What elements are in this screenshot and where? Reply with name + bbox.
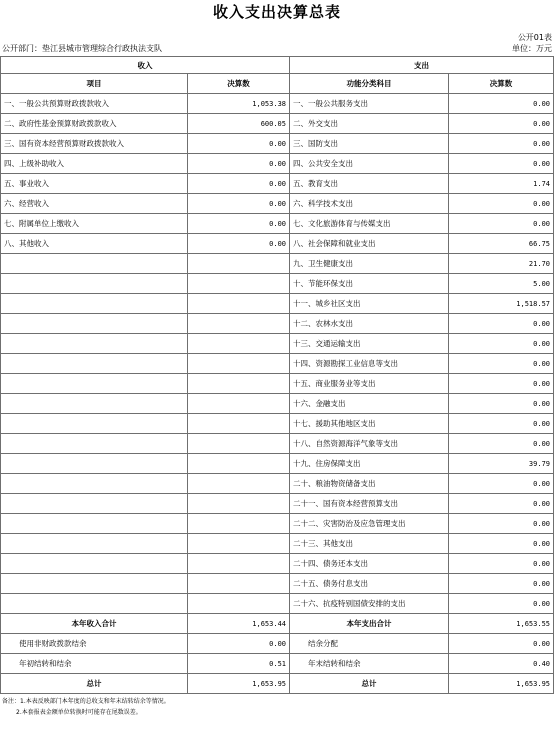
table-row (1, 94, 554, 114)
income-value-cell (188, 494, 290, 514)
expense-item-cell: 八、社会保障和就业支出 (290, 234, 449, 254)
expense-item-cell: 六、科学技术支出 (290, 194, 449, 214)
table-row (1, 454, 554, 474)
expense-item-cell: 二、外交支出 (290, 114, 449, 134)
income-item-cell: 七、附属单位上缴收入 (1, 214, 188, 234)
expense-item-cell: 四、公共安全支出 (290, 154, 449, 174)
expense-value-cell: 0.00 (449, 554, 554, 574)
table-row (1, 594, 554, 614)
income-value-cell (188, 254, 290, 274)
expense-item-cell: 二十四、债务还本支出 (290, 554, 449, 574)
income-value-cell (188, 454, 290, 474)
income-item-cell (1, 474, 188, 494)
table-row (1, 414, 554, 434)
table-row (1, 314, 554, 334)
income-item-cell: 一、一般公共预算财政拨款收入 (1, 94, 188, 114)
table-row (1, 394, 554, 414)
income-value-cell (188, 294, 290, 314)
expense-value-cell: 0.00 (449, 114, 554, 134)
budget-summary-table (0, 56, 554, 694)
income-item-cell: 六、经营收入 (1, 194, 188, 214)
income-value-cell (188, 534, 290, 554)
expense-value-cell: 0.00 (449, 214, 554, 234)
table-row (1, 234, 554, 254)
table-row (1, 374, 554, 394)
expense-item-cell: 二十二、灾害防治及应急管理支出 (290, 514, 449, 534)
table-row (1, 514, 554, 534)
expense-value-cell: 0.00 (449, 474, 554, 494)
income-value-cell (188, 334, 290, 354)
expense-item-cell: 总计 (290, 674, 449, 694)
expense-item-cell: 十一、城乡社区支出 (290, 294, 449, 314)
expense-item-cell: 十二、农林水支出 (290, 314, 449, 334)
income-value-cell: 0.00 (188, 134, 290, 154)
income-value-cell: 0.00 (188, 214, 290, 234)
income-item-cell (1, 394, 188, 414)
income-item-cell: 二、政府性基金预算财政拨款收入 (1, 114, 188, 134)
section-header-row (1, 57, 554, 74)
income-value-cell (188, 434, 290, 454)
income-item-cell (1, 514, 188, 534)
income-value-cell: 1,653.44 (188, 614, 290, 634)
expense-value-cell: 0.00 (449, 434, 554, 454)
expense-value-cell: 0.00 (449, 94, 554, 114)
expense-item-cell: 十八、自然资源海洋气象等支出 (290, 434, 449, 454)
income-value-cell (188, 474, 290, 494)
expense-item-cell: 一、一般公共服务支出 (290, 94, 449, 114)
footnote-2: 2.本套报表金额单位转换时可能存在尾数误差。 (16, 709, 142, 716)
expense-item-cell: 九、卫生健康支出 (290, 254, 449, 274)
table-row (1, 114, 554, 134)
income-item-cell (1, 254, 188, 274)
expense-value-cell: 1,653.95 (449, 674, 554, 694)
income-value-cell: 600.05 (188, 114, 290, 134)
expense-value-cell: 1.74 (449, 174, 554, 194)
col-header-income-value: 决算数 (188, 74, 290, 94)
col-header-income-item: 项目 (1, 74, 188, 94)
income-value-cell (188, 374, 290, 394)
expense-value-cell: 0.00 (449, 154, 554, 174)
expense-value-cell: 0.00 (449, 394, 554, 414)
income-value-cell (188, 414, 290, 434)
expense-item-cell: 十四、资源勘探工业信息等支出 (290, 354, 449, 374)
table-row (1, 674, 554, 694)
expense-value-cell: 0.00 (449, 594, 554, 614)
expense-item-cell: 五、教育支出 (290, 174, 449, 194)
expense-value-cell: 0.00 (449, 414, 554, 434)
income-value-cell: 0.00 (188, 234, 290, 254)
table-row (1, 214, 554, 234)
expense-item-cell: 二十五、债务付息支出 (290, 574, 449, 594)
expense-item-cell: 二十、粮油物资储备支出 (290, 474, 449, 494)
income-item-cell (1, 274, 188, 294)
income-item-cell (1, 294, 188, 314)
footnote-1: 备注：1.本表反映部门本年度的总收支和年末结转结余等情况。 (2, 698, 170, 705)
expense-value-cell: 0.00 (449, 494, 554, 514)
footnotes (2, 696, 170, 718)
income-item-cell: 八、其他收入 (1, 234, 188, 254)
income-item-cell (1, 594, 188, 614)
expense-value-cell: 0.00 (449, 134, 554, 154)
expense-value-cell: 0.00 (449, 574, 554, 594)
income-value-cell (188, 574, 290, 594)
income-item-cell (1, 354, 188, 374)
section-income-header: 收入 (1, 57, 290, 74)
income-value-cell (188, 274, 290, 294)
expense-item-cell: 十九、住房保障支出 (290, 454, 449, 474)
expense-item-cell: 二十六、抗疫特别国债安排的支出 (290, 594, 449, 614)
income-value-cell (188, 394, 290, 414)
expense-value-cell: 1,653.55 (449, 614, 554, 634)
expense-value-cell: 0.00 (449, 334, 554, 354)
expense-value-cell: 0.00 (449, 314, 554, 334)
income-item-cell (1, 434, 188, 454)
table-row (1, 574, 554, 594)
department-label: 公开部门：垫江县城市管理综合行政执法支队 (2, 44, 162, 53)
expense-item-cell: 二十三、其他支出 (290, 534, 449, 554)
income-value-cell: 1,653.95 (188, 674, 290, 694)
income-item-cell: 四、上级补助收入 (1, 154, 188, 174)
table-row (1, 134, 554, 154)
expense-value-cell: 0.00 (449, 354, 554, 374)
table-row (1, 294, 554, 314)
expense-item-cell: 十六、金融支出 (290, 394, 449, 414)
income-value-cell: 0.00 (188, 154, 290, 174)
table-row (1, 494, 554, 514)
income-item-cell (1, 374, 188, 394)
table-row (1, 154, 554, 174)
income-item-cell: 三、国有资本经营预算财政拨款收入 (1, 134, 188, 154)
col-header-expense-item: 功能分类科目 (290, 74, 449, 94)
table-row (1, 434, 554, 454)
expense-item-cell: 本年支出合计 (290, 614, 449, 634)
expense-value-cell: 0.00 (449, 514, 554, 534)
income-value-cell (188, 594, 290, 614)
table-row (1, 634, 554, 654)
expense-value-cell: 0.00 (449, 634, 554, 654)
income-item-cell (1, 554, 188, 574)
expense-item-cell: 年末结转和结余 (290, 654, 449, 674)
table-row (1, 254, 554, 274)
income-value-cell: 0.51 (188, 654, 290, 674)
income-item-cell (1, 534, 188, 554)
expense-item-cell: 结余分配 (290, 634, 449, 654)
expense-item-cell: 十、节能环保支出 (290, 274, 449, 294)
expense-value-cell: 21.70 (449, 254, 554, 274)
income-value-cell: 0.00 (188, 634, 290, 654)
income-item-cell (1, 414, 188, 434)
col-header-expense-value: 决算数 (449, 74, 554, 94)
income-item-cell: 五、事业收入 (1, 174, 188, 194)
table-row (1, 354, 554, 374)
expense-value-cell: 0.40 (449, 654, 554, 674)
expense-value-cell: 0.00 (449, 534, 554, 554)
income-value-cell (188, 554, 290, 574)
unit-label: 单位：万元 (512, 44, 552, 53)
income-value-cell (188, 354, 290, 374)
expense-item-cell: 十七、援助其他地区支出 (290, 414, 449, 434)
income-value-cell (188, 314, 290, 334)
expense-value-cell: 66.75 (449, 234, 554, 254)
report-title: 收入支出决算总表 (212, 3, 341, 21)
section-expense-header: 支出 (290, 57, 554, 74)
expense-value-cell: 0.00 (449, 374, 554, 394)
income-value-cell: 1,053.38 (188, 94, 290, 114)
expense-value-cell: 0.00 (449, 194, 554, 214)
table-row (1, 554, 554, 574)
income-value-cell: 0.00 (188, 174, 290, 194)
form-code: 公开01表 (517, 33, 552, 42)
table-row (1, 174, 554, 194)
table-row (1, 194, 554, 214)
table-row (1, 654, 554, 674)
income-item-cell (1, 574, 188, 594)
income-item-cell: 使用非财政拨款结余 (1, 634, 188, 654)
table-row (1, 474, 554, 494)
table-row (1, 614, 554, 634)
expense-value-cell: 39.79 (449, 454, 554, 474)
income-value-cell (188, 514, 290, 534)
income-item-cell: 本年收入合计 (1, 614, 188, 634)
column-header-row (1, 74, 554, 94)
expense-item-cell: 十五、商业服务业等支出 (290, 374, 449, 394)
income-item-cell (1, 494, 188, 514)
income-item-cell (1, 334, 188, 354)
expense-item-cell: 二十一、国有资本经营预算支出 (290, 494, 449, 514)
table-row (1, 334, 554, 354)
expense-value-cell: 1,518.57 (449, 294, 554, 314)
income-item-cell (1, 454, 188, 474)
income-value-cell: 0.00 (188, 194, 290, 214)
income-item-cell: 年初结转和结余 (1, 654, 188, 674)
table-row (1, 534, 554, 554)
expense-item-cell: 七、文化旅游体育与传媒支出 (290, 214, 449, 234)
table-row (1, 274, 554, 294)
income-item-cell (1, 314, 188, 334)
expense-item-cell: 十三、交通运输支出 (290, 334, 449, 354)
income-item-cell: 总计 (1, 674, 188, 694)
expense-value-cell: 5.00 (449, 274, 554, 294)
expense-item-cell: 三、国防支出 (290, 134, 449, 154)
